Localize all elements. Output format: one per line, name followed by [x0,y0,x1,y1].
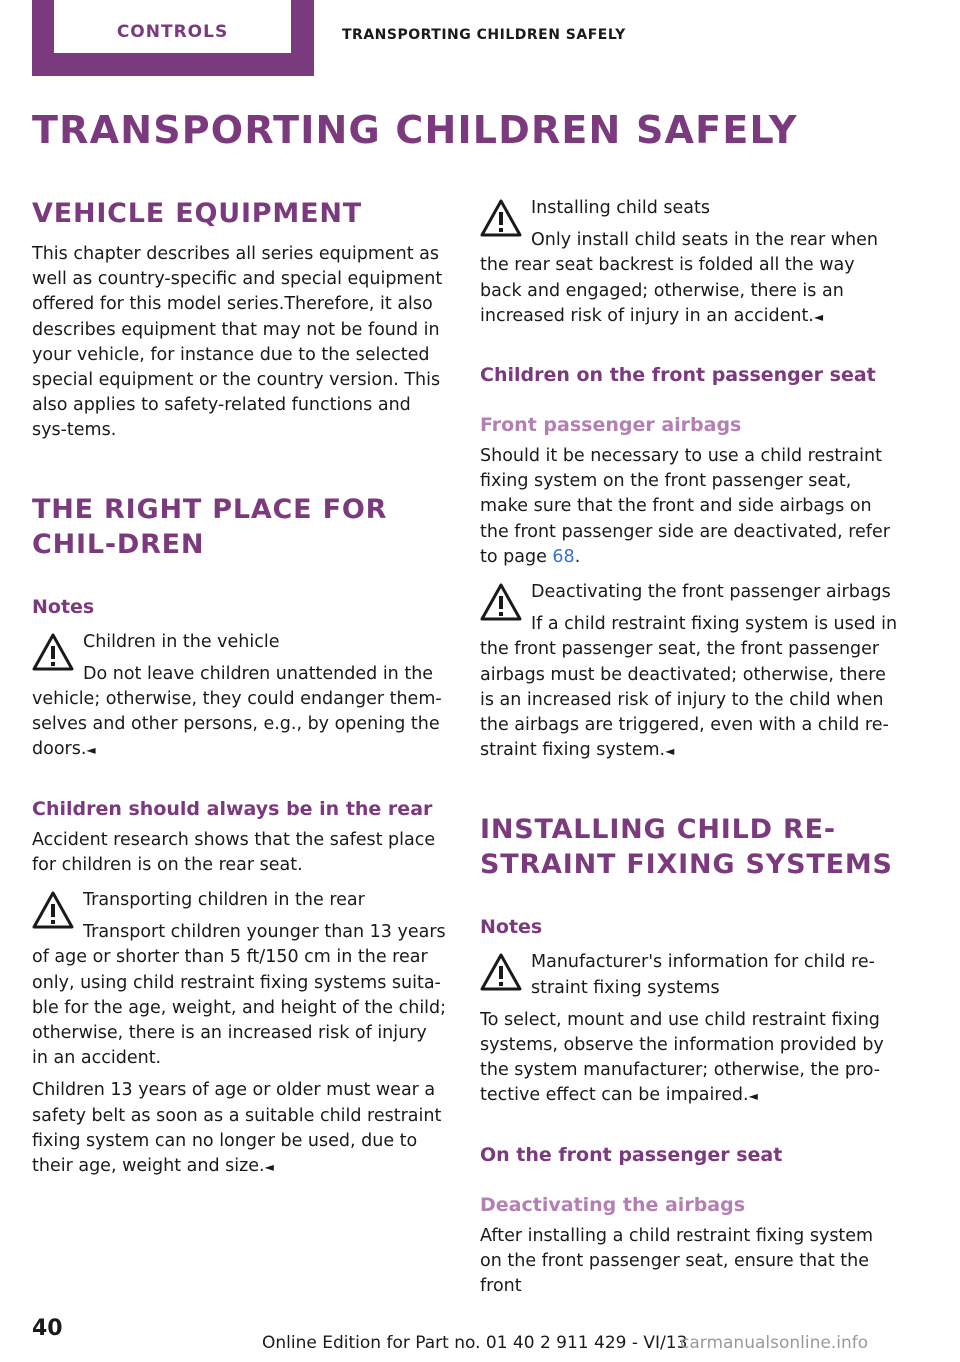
page-number: 40 [32,1316,63,1341]
notes-heading: Notes [480,916,543,939]
warning-text: vehicle; otherwise, they could endanger them-selves and other persons, e.g., by opening the doors. [32,689,442,760]
breadcrumb: TRANSPORTING CHILDREN SAFELY [342,27,626,43]
warning-title: Deactivating the front passenger airbags [531,582,891,603]
warning-title: Installing child seats [531,198,710,218]
section-tab-label[interactable]: CONTROLS [116,22,229,42]
installing-heading: INSTALLING CHILD RE-STRAINT FIXING SYSTEMS [480,814,893,881]
right-place-heading: THE RIGHT PLACE FOR CHIL-DREN [32,493,388,560]
warning-children-in-vehicle [32,630,447,764]
warning-lead: Do not leave children unattended in the [83,663,434,684]
end-mark: ◄ [264,1160,274,1175]
warning-lead: If a child restraint fixing system is used in [531,614,898,635]
warning-triangle-icon [480,582,522,622]
end-mark: ◄ [665,744,675,759]
warning-manufacturer-info [480,950,900,1109]
warning-title: Children in the vehicle [83,631,280,652]
warning-installing-child-seats [480,196,900,330]
warning-text: the rear seat backrest is folded all the way back and engaged; otherwise, there is an increased risk of injury in an accident. [480,255,855,326]
warning-text: of age or shorter than 5 ft/150 cm in the rear only, using child restraint fixing systems suita-ble for the age, weight, and height of the child; otherwise, there is an increased risk of injury in an accident. [32,947,447,1069]
warning-text: the front passenger seat, the front passenger airbags must be deactivated; otherwise, there is an increased risk of injury to the child when the airbags are triggered, even with a child re-straint fixing system. [480,639,889,761]
end-mark: ◄ [86,743,96,758]
front-airbags-heading: Front passenger airbags [480,414,742,437]
right-column [480,196,900,1299]
deactivating-airbags-heading: Deactivating the airbags [480,1193,746,1216]
warning-title: Transporting children in the rear [83,890,365,911]
older-children-text: Children 13 years of age or older must wear a safety belt as soon as a suitable child restraint fixing system can no longer be used, due to their age, weight and size.◄ [32,1080,442,1177]
warning-transporting-rear [32,888,447,1071]
end-mark: ◄ [813,309,824,324]
warning-lead: Transport children younger than 13 years [83,922,446,943]
notes-heading: Notes [32,595,95,618]
page-title: TRANSPORTING CHILDREN SAFELY [32,108,798,152]
rear-text: Accident research shows that the safest place for children is on the rear seat. [32,829,436,875]
warning-triangle-icon [480,198,522,238]
edition-footer: Online Edition for Part no. 01 40 2 911 429 - VI/13 [262,1333,688,1353]
end-mark: ◄ [748,1089,758,1104]
warning-text: To select, mount and use child restraint fixing systems, observe the information provided by the system manufacturer; otherwise, the pro-tective effect can be impaired. [480,1009,884,1106]
vehicle-equipment-text: This chapter describes all series equipment as well as country-specific and special equipment offered for this model series.Therefore, it also describes equipment that may not be found in your vehicle, for instance due to the selected special equipment or the country version. This also applies to safety-related functions and sys-tems. [32,244,443,441]
warning-triangle-icon [32,632,74,672]
front-airbags-text: Should it be necessary to use a child restraint fixing system on the front passenger seat, make sure that the front and side airbags on the front passenger side are deactivated, refer to page 68. [480,446,890,567]
warning-deactivating-airbags [480,580,900,764]
vehicle-equipment-heading: VEHICLE EQUIPMENT [32,198,362,229]
deactivating-airbags-text: After installing a child restraint fixing system on the front passenger seat, ensure that the front [480,1225,874,1297]
warning-title: Manufacturer's information for child re-straint fixing systems [531,952,875,998]
page-reference-link[interactable]: 68 [552,546,575,567]
left-column [32,196,447,1180]
warning-triangle-icon [480,952,522,992]
watermark: carmanualsonline.info [680,1333,869,1353]
warning-lead: Only install child seats in the rear when [531,230,878,251]
on-front-seat-heading: On the front passenger seat [480,1143,783,1166]
rear-heading: Children should always be in the rear [32,797,433,820]
front-seat-heading: Children on the front passenger seat [480,364,876,387]
warning-triangle-icon [32,890,74,930]
